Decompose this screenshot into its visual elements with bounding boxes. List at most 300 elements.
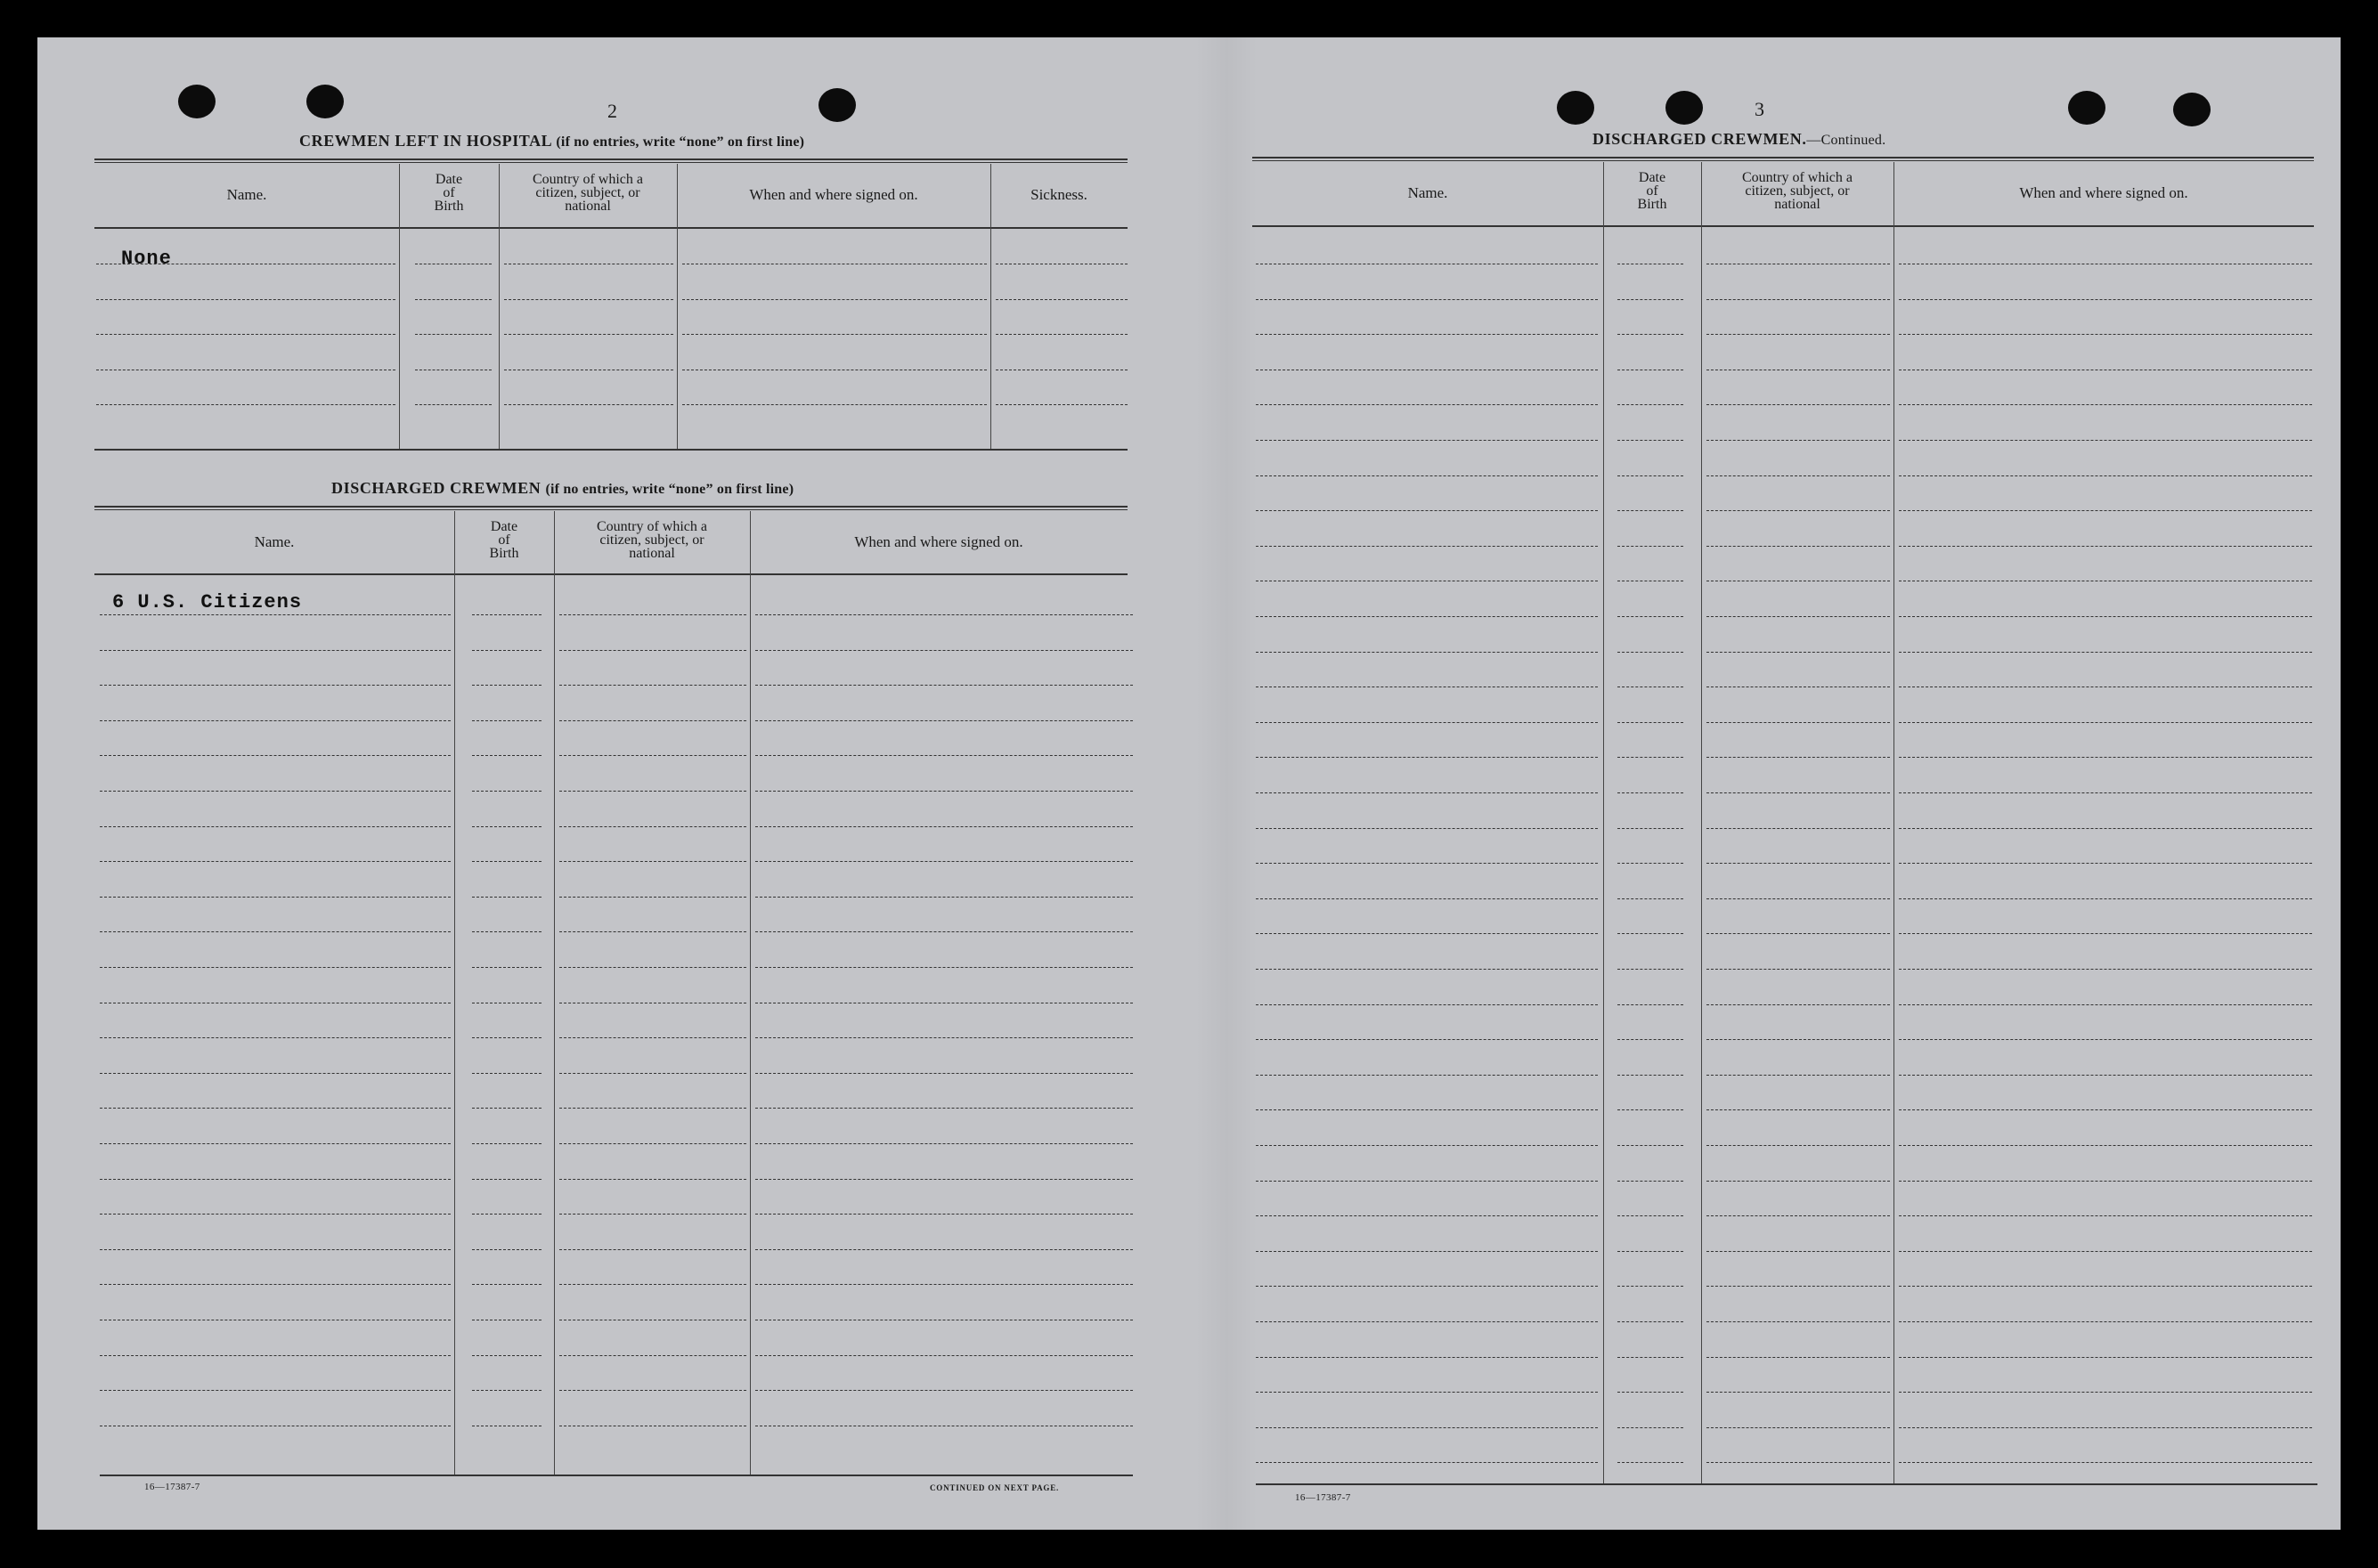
col-label: Name. <box>226 186 267 203</box>
ruled-line <box>1256 792 1598 793</box>
column-divider <box>750 511 751 1475</box>
ruled-line <box>559 685 746 686</box>
hospital-col-signed <box>677 187 990 202</box>
ruled-line <box>1706 792 1890 793</box>
ruled-line <box>755 614 1133 615</box>
hospital-section-title <box>299 132 804 150</box>
ruled-line <box>1256 898 1598 899</box>
ruled-line <box>100 1390 451 1391</box>
ruled-line <box>472 1108 542 1109</box>
ledger-sheet <box>37 37 2341 1530</box>
ruled-line <box>1899 440 2312 441</box>
ruled-line <box>755 1284 1133 1285</box>
ruled-line <box>1617 1251 1683 1252</box>
ruled-line <box>1256 475 1598 476</box>
ruled-line <box>1617 1462 1683 1463</box>
ruled-line <box>755 861 1133 862</box>
ruled-line <box>100 1214 451 1215</box>
hospital-col-dob <box>399 173 499 213</box>
ruled-line <box>1617 334 1683 335</box>
ruled-line <box>472 1214 542 1215</box>
ruled-line <box>1617 616 1683 617</box>
ruled-line <box>1706 299 1890 300</box>
discharged-header-rule <box>94 573 1128 575</box>
ruled-line <box>1706 652 1890 653</box>
ruled-line <box>504 404 673 405</box>
ruled-line <box>1899 863 2312 864</box>
ruled-line <box>1706 1321 1890 1322</box>
right-header-rule <box>1252 225 2314 227</box>
col-label: Birth <box>1637 197 1667 212</box>
right-col-dob <box>1603 171 1701 211</box>
ruled-line <box>100 826 451 827</box>
ruled-line <box>559 1179 746 1180</box>
ruled-line <box>559 1249 746 1250</box>
ruled-line <box>1256 1109 1598 1110</box>
ruled-line <box>1256 1181 1598 1182</box>
ruled-line <box>100 614 451 615</box>
ruled-line <box>1256 722 1598 723</box>
ruled-line <box>755 897 1133 898</box>
ruled-line <box>1899 652 2312 653</box>
ruled-line <box>1256 334 1598 335</box>
ruled-line <box>755 1355 1133 1356</box>
ruled-line <box>1617 828 1683 829</box>
ruled-line <box>1617 1075 1683 1076</box>
ruled-line <box>1706 933 1890 934</box>
ruled-line <box>559 650 746 651</box>
ruled-line <box>1617 1321 1683 1322</box>
hospital-title-text: CREWMEN LEFT IN HOSPITAL <box>299 132 552 150</box>
hospital-col-country <box>499 173 677 213</box>
ruled-line <box>1617 722 1683 723</box>
ruled-line <box>559 967 746 968</box>
ruled-line <box>1899 1462 2312 1463</box>
ruled-line <box>504 299 673 300</box>
ruled-line <box>100 755 451 756</box>
ruled-line <box>1617 1004 1683 1005</box>
ruled-line <box>755 1037 1133 1038</box>
ruled-line <box>1706 1109 1890 1110</box>
ruled-line <box>755 720 1133 721</box>
ruled-line <box>472 791 542 792</box>
ruled-line <box>1617 1039 1683 1040</box>
ruled-line <box>559 791 746 792</box>
ruled-line <box>472 861 542 862</box>
ruled-line <box>1706 1427 1890 1428</box>
ruled-line <box>100 861 451 862</box>
ruled-line <box>100 967 451 968</box>
ruled-line <box>1899 1251 2312 1252</box>
col-label: national <box>1774 197 1820 212</box>
ruled-line <box>559 1390 746 1391</box>
column-divider <box>554 511 555 1475</box>
ruled-line <box>96 299 395 300</box>
ruled-line <box>472 650 542 651</box>
ruled-line <box>1899 757 2312 758</box>
discharged-instruction: (if no entries, write “none” on first line) <box>545 482 794 497</box>
ruled-line <box>415 299 492 300</box>
right-title-text: DISCHARGED CREWMEN. <box>1592 130 1807 148</box>
ruled-line <box>100 791 451 792</box>
ruled-line <box>559 1108 746 1109</box>
hospital-col-sickness <box>990 187 1128 202</box>
ruled-line <box>472 1355 542 1356</box>
ruled-line <box>1899 722 2312 723</box>
ruled-line <box>1899 898 2312 899</box>
ruled-line <box>1617 1392 1683 1393</box>
ruled-line <box>1256 299 1598 300</box>
ruled-line <box>472 967 542 968</box>
ruled-line <box>1899 299 2312 300</box>
ruled-line <box>1899 546 2312 547</box>
ruled-line <box>100 931 451 932</box>
ruled-line <box>1706 1357 1890 1358</box>
ruled-line <box>559 1073 746 1074</box>
ruled-line <box>1899 969 2312 970</box>
ruled-line <box>1256 1075 1598 1076</box>
ruled-line <box>1256 1462 1598 1463</box>
continued-note: CONTINUED ON NEXT PAGE. <box>930 1483 1060 1492</box>
right-top-rule <box>1252 157 2314 161</box>
ruled-line <box>100 897 451 898</box>
discharged-col-country <box>554 520 750 560</box>
ruled-line <box>1256 828 1598 829</box>
ruled-line <box>1706 898 1890 899</box>
ruled-line <box>755 1390 1133 1391</box>
ruled-line <box>100 1249 451 1250</box>
ruled-line <box>1899 1075 2312 1076</box>
col-label: Country of which a <box>533 172 643 187</box>
ruled-line <box>1706 828 1890 829</box>
ruled-line <box>1256 1145 1598 1146</box>
ruled-line <box>100 1143 451 1144</box>
column-divider <box>1893 162 1894 1483</box>
ruled-line <box>1617 404 1683 405</box>
ruled-line <box>100 1179 451 1180</box>
ruled-line <box>1899 1181 2312 1182</box>
ruled-line <box>472 685 542 686</box>
discharged-title-text: DISCHARGED CREWMEN <box>331 479 542 497</box>
ruled-line <box>472 1143 542 1144</box>
ruled-line <box>1706 1251 1890 1252</box>
col-label: Birth <box>434 199 464 214</box>
ruled-line <box>1617 1145 1683 1146</box>
hospital-header-rule <box>94 227 1128 229</box>
ruled-line <box>100 1073 451 1074</box>
ruled-line <box>1617 546 1683 547</box>
col-label: citizen, subject, or <box>535 185 640 200</box>
punch-hole <box>1557 91 1594 125</box>
ruled-line <box>755 1143 1133 1144</box>
ruled-line <box>1256 546 1598 547</box>
ruled-line <box>1617 1357 1683 1358</box>
ruled-line <box>559 720 746 721</box>
col-label: Country of which a <box>597 519 707 534</box>
ruled-line <box>755 967 1133 968</box>
ruled-line <box>1706 969 1890 970</box>
discharged-col-name <box>94 534 454 549</box>
ruled-line <box>472 897 542 898</box>
ruled-line <box>1617 1215 1683 1216</box>
ruled-line <box>559 861 746 862</box>
ruled-line <box>755 1249 1133 1250</box>
ruled-line <box>1899 1427 2312 1428</box>
ruled-line <box>1706 1215 1890 1216</box>
page-number-left: 2 <box>607 100 617 122</box>
ruled-line <box>100 685 451 686</box>
ruled-line <box>1706 1462 1890 1463</box>
ruled-line <box>472 1073 542 1074</box>
ruled-line <box>1706 1145 1890 1146</box>
ruled-line <box>96 334 395 335</box>
punch-hole <box>2068 91 2105 125</box>
ruled-line <box>472 755 542 756</box>
ruled-line <box>1617 969 1683 970</box>
ruled-line <box>755 1073 1133 1074</box>
col-label: Date <box>1638 170 1666 185</box>
ruled-line <box>1706 546 1890 547</box>
right-col-signed <box>1893 185 2314 200</box>
page-fold <box>1195 37 1258 1530</box>
ruled-line <box>996 334 1128 335</box>
right-title-suffix: —Continued. <box>1806 133 1886 148</box>
ruled-line <box>100 1108 451 1109</box>
ruled-line <box>559 1214 746 1215</box>
punch-hole <box>2173 93 2211 126</box>
ruled-line <box>1706 510 1890 511</box>
ruled-line <box>100 650 451 651</box>
ruled-line <box>472 1284 542 1285</box>
ruled-line <box>1899 1215 2312 1216</box>
ruled-line <box>1617 863 1683 864</box>
hospital-entry-none: None <box>121 248 172 270</box>
ruled-line <box>472 931 542 932</box>
ruled-line <box>1256 440 1598 441</box>
right-section-title <box>1592 130 1885 149</box>
ruled-line <box>1617 440 1683 441</box>
col-label: When and where signed on. <box>854 533 1023 550</box>
ruled-line <box>1617 757 1683 758</box>
ruled-line <box>755 1108 1133 1109</box>
col-label: Sickness. <box>1030 186 1087 203</box>
ruled-line <box>1256 1427 1598 1428</box>
ruled-line <box>1617 1286 1683 1287</box>
ruled-line <box>559 931 746 932</box>
ruled-line <box>1706 757 1890 758</box>
ruled-line <box>1706 1392 1890 1393</box>
ruled-line <box>1706 1039 1890 1040</box>
ruled-line <box>472 1390 542 1391</box>
column-divider <box>990 164 991 449</box>
punch-hole <box>1665 91 1703 125</box>
ruled-line <box>1617 1181 1683 1182</box>
punch-hole <box>178 85 216 118</box>
ruled-line <box>755 931 1133 932</box>
discharged-col-signed <box>750 534 1128 549</box>
ruled-line <box>755 791 1133 792</box>
ruled-line <box>755 650 1133 651</box>
column-divider <box>1603 162 1604 1483</box>
ruled-line <box>1617 1427 1683 1428</box>
ruled-line <box>1256 757 1598 758</box>
ruled-line <box>472 720 542 721</box>
col-label: citizen, subject, or <box>1745 183 1850 199</box>
ruled-line <box>1899 1039 2312 1040</box>
ruled-line <box>1256 1004 1598 1005</box>
ruled-line <box>1256 404 1598 405</box>
ruled-line <box>755 1214 1133 1215</box>
ruled-line <box>755 755 1133 756</box>
ruled-line <box>682 404 987 405</box>
ruled-line <box>1617 792 1683 793</box>
ruled-line <box>1899 828 2312 829</box>
col-label: of <box>498 532 510 548</box>
hospital-top-rule <box>94 158 1128 163</box>
ruled-line <box>1617 933 1683 934</box>
ruled-line <box>1706 616 1890 617</box>
ruled-line <box>1706 404 1890 405</box>
ruled-line <box>755 826 1133 827</box>
ruled-line <box>1617 475 1683 476</box>
ruled-line <box>1706 1075 1890 1076</box>
ruled-line <box>1617 510 1683 511</box>
ruled-line <box>504 334 673 335</box>
ruled-line <box>415 404 492 405</box>
col-label: of <box>1646 183 1658 199</box>
ruled-line <box>1617 1109 1683 1110</box>
ruled-line <box>100 1355 451 1356</box>
ruled-line <box>682 299 987 300</box>
col-label: When and where signed on. <box>2019 184 2188 201</box>
ruled-line <box>1899 1357 2312 1358</box>
ruled-line <box>1706 475 1890 476</box>
ruled-line <box>755 1179 1133 1180</box>
ruled-line <box>996 404 1128 405</box>
ruled-line <box>1617 898 1683 899</box>
ruled-line <box>1256 933 1598 934</box>
ruled-line <box>472 1179 542 1180</box>
ruled-line <box>100 1284 451 1285</box>
ruled-line <box>1706 722 1890 723</box>
ruled-line <box>472 826 542 827</box>
ruled-line <box>1899 1392 2312 1393</box>
punch-hole <box>306 85 344 118</box>
form-number-left: 16—17387-7 <box>144 1482 200 1492</box>
ruled-line <box>1706 1004 1890 1005</box>
ruled-line <box>559 1284 746 1285</box>
ruled-line <box>559 897 746 898</box>
discharged-bottom-rule <box>100 1475 1133 1476</box>
ruled-line <box>1256 1251 1598 1252</box>
col-label: Date <box>490 519 518 534</box>
ruled-line <box>1256 1321 1598 1322</box>
ruled-line <box>1256 1215 1598 1216</box>
ruled-line <box>472 1249 542 1250</box>
ruled-line <box>559 1037 746 1038</box>
ruled-line <box>755 685 1133 686</box>
hospital-bottom-rule <box>94 449 1128 451</box>
ruled-line <box>1899 792 2312 793</box>
col-label: Name. <box>254 533 295 550</box>
ruled-line <box>1706 1181 1890 1182</box>
ruled-line <box>1256 1039 1598 1040</box>
ruled-line <box>1899 616 2312 617</box>
ruled-line <box>1899 334 2312 335</box>
ruled-line <box>559 1143 746 1144</box>
ruled-line <box>1256 863 1598 864</box>
col-label: Birth <box>489 546 519 561</box>
ruled-line <box>1899 404 2312 405</box>
ruled-line <box>1899 933 2312 934</box>
ruled-line <box>559 614 746 615</box>
ruled-line <box>1899 475 2312 476</box>
ruled-line <box>100 720 451 721</box>
ruled-line <box>559 755 746 756</box>
ruled-line <box>1899 1145 2312 1146</box>
ruled-line <box>1899 1109 2312 1110</box>
ruled-line <box>1706 863 1890 864</box>
ruled-line <box>1617 299 1683 300</box>
column-divider <box>454 511 455 1475</box>
col-label: Country of which a <box>1742 170 1853 185</box>
ruled-line <box>472 614 542 615</box>
ruled-line <box>415 334 492 335</box>
punch-hole <box>818 88 856 122</box>
ruled-line <box>1256 510 1598 511</box>
col-label: citizen, subject, or <box>599 532 704 548</box>
col-label: national <box>565 199 611 214</box>
column-divider <box>1701 162 1702 1483</box>
ruled-line <box>1256 969 1598 970</box>
ruled-line <box>682 334 987 335</box>
ruled-line <box>1899 1286 2312 1287</box>
page-number-right: 3 <box>1755 98 1764 120</box>
ruled-line <box>1706 334 1890 335</box>
ruled-line <box>1899 510 2312 511</box>
ruled-line <box>1256 1286 1598 1287</box>
discharged-top-rule <box>94 506 1128 510</box>
ruled-line <box>1256 1392 1598 1393</box>
ruled-line <box>1256 1357 1598 1358</box>
right-col-name <box>1252 185 1603 200</box>
col-label: of <box>443 185 455 200</box>
form-number-right: 16—17387-7 <box>1295 1492 1351 1503</box>
discharged-entry: 6 U.S. Citizens <box>112 591 303 613</box>
ruled-line <box>1706 440 1890 441</box>
ruled-line <box>1256 652 1598 653</box>
discharged-section-title <box>331 479 794 498</box>
discharged-col-dob <box>454 520 554 560</box>
ruled-line <box>559 1355 746 1356</box>
ruled-line <box>559 826 746 827</box>
col-label: Date <box>435 172 463 187</box>
hospital-col-name <box>94 187 399 202</box>
ruled-line <box>1706 1286 1890 1287</box>
column-divider <box>677 164 678 449</box>
ruled-line <box>100 1037 451 1038</box>
col-label: Name. <box>1407 184 1448 201</box>
ruled-line <box>1256 616 1598 617</box>
right-bottom-rule <box>1256 1483 2317 1485</box>
col-label: national <box>629 546 675 561</box>
ruled-line <box>1899 1321 2312 1322</box>
ruled-line <box>1899 1004 2312 1005</box>
ruled-line <box>1617 652 1683 653</box>
ruled-line <box>96 404 395 405</box>
ruled-line <box>996 299 1128 300</box>
col-label: When and where signed on. <box>749 186 918 203</box>
